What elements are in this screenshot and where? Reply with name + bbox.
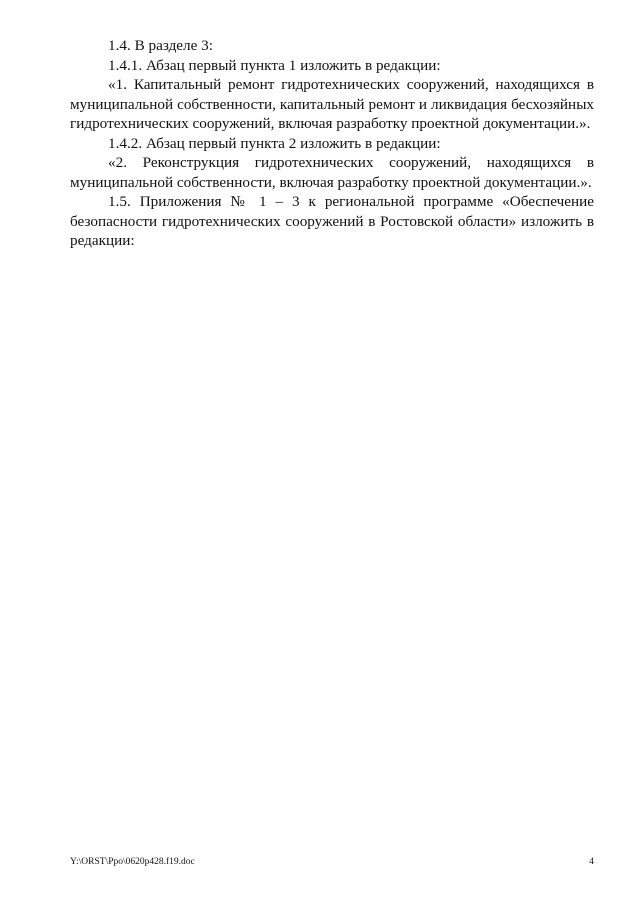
footer-file-path: Y:\ORST\Ppo\0620p428.f19.doc xyxy=(70,857,195,867)
page-number: 4 xyxy=(589,857,594,867)
paragraph-section-1-4-2: 1.4.2. Абзац первый пункта 2 изложить в редакции: xyxy=(108,134,441,152)
document-body xyxy=(70,36,594,251)
paragraph-quote-item-1: «1. Капитальный ремонт гидротехнических сооружений, находящихся в муниципальной собственности, капитальный ремонт и ликвидация бесхозяйных гидротехнических сооружений, включая разработку проектной документации.». xyxy=(70,76,594,132)
paragraph-section-1-5: 1.5. Приложения № 1 – 3 к региональной программе «Обеспечение безопасности гидротехнических сооружений в Ростовской области» изложить в редакции: xyxy=(70,193,594,249)
paragraph-quote-item-2: «2. Реконструкция гидротехнических сооружений, находящихся в муниципальной собственности, включая разработку проектной документации.». xyxy=(70,154,594,191)
paragraph-section-1-4-1: 1.4.1. Абзац первый пункта 1 изложить в редакции: xyxy=(108,56,441,74)
paragraph-section-1-4: 1.4. В разделе 3: xyxy=(108,37,213,54)
page-footer xyxy=(70,855,594,869)
